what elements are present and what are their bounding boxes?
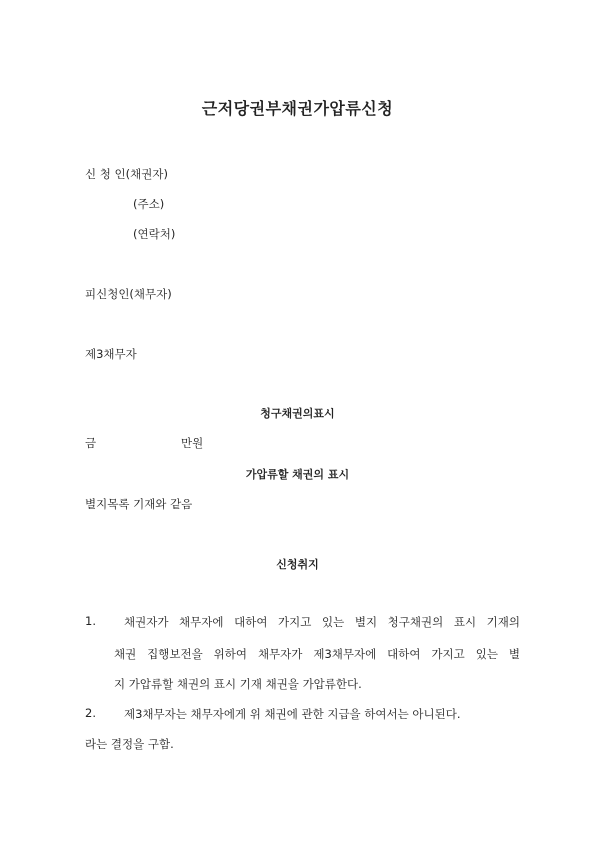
claim-amount-unit: 만원	[181, 436, 204, 450]
purpose-item2-number: 2.	[85, 706, 96, 720]
purpose-closing: 라는 결정을 구함.	[85, 737, 174, 751]
purpose-section-heading: 신청취지	[276, 558, 319, 571]
third-debtor-label: 제3채무자	[85, 347, 137, 361]
purpose-item2-line1: 제3채무자는 채무자에게 위 채권에 관한 지급을 하여서는 아니된다.	[124, 707, 461, 721]
purpose-item1-number: 1.	[85, 614, 96, 628]
applicant-contact-label: (연락처)	[133, 227, 176, 241]
seized-claim-section-heading: 가압류할 채권의 표시	[245, 468, 350, 481]
claim-section-heading: 청구채권의표시	[260, 407, 335, 420]
document-title: 근저당권부채권가압류신청	[201, 99, 394, 118]
applicant-address-label: (주소)	[133, 197, 165, 211]
purpose-item1-line2: 채권 집행보전을 위하여 채무자가 제3채무자에 대하여 가지고 있는 별	[114, 647, 520, 661]
purpose-item1-line1: 채권자가 채무자에 대하여 가지고 있는 별지 청구채권의 표시 기재의	[124, 615, 520, 629]
seized-claim-body: 별지목록 기재와 같음	[85, 497, 193, 511]
applicant-label: 신 청 인(채권자)	[85, 167, 168, 181]
claim-amount-prefix: 금	[85, 436, 97, 450]
respondent-label: 피신청인(채무자)	[85, 287, 172, 301]
purpose-item1-line3: 지 가압류할 채권의 표시 기재 채권을 가압류한다.	[114, 677, 362, 691]
